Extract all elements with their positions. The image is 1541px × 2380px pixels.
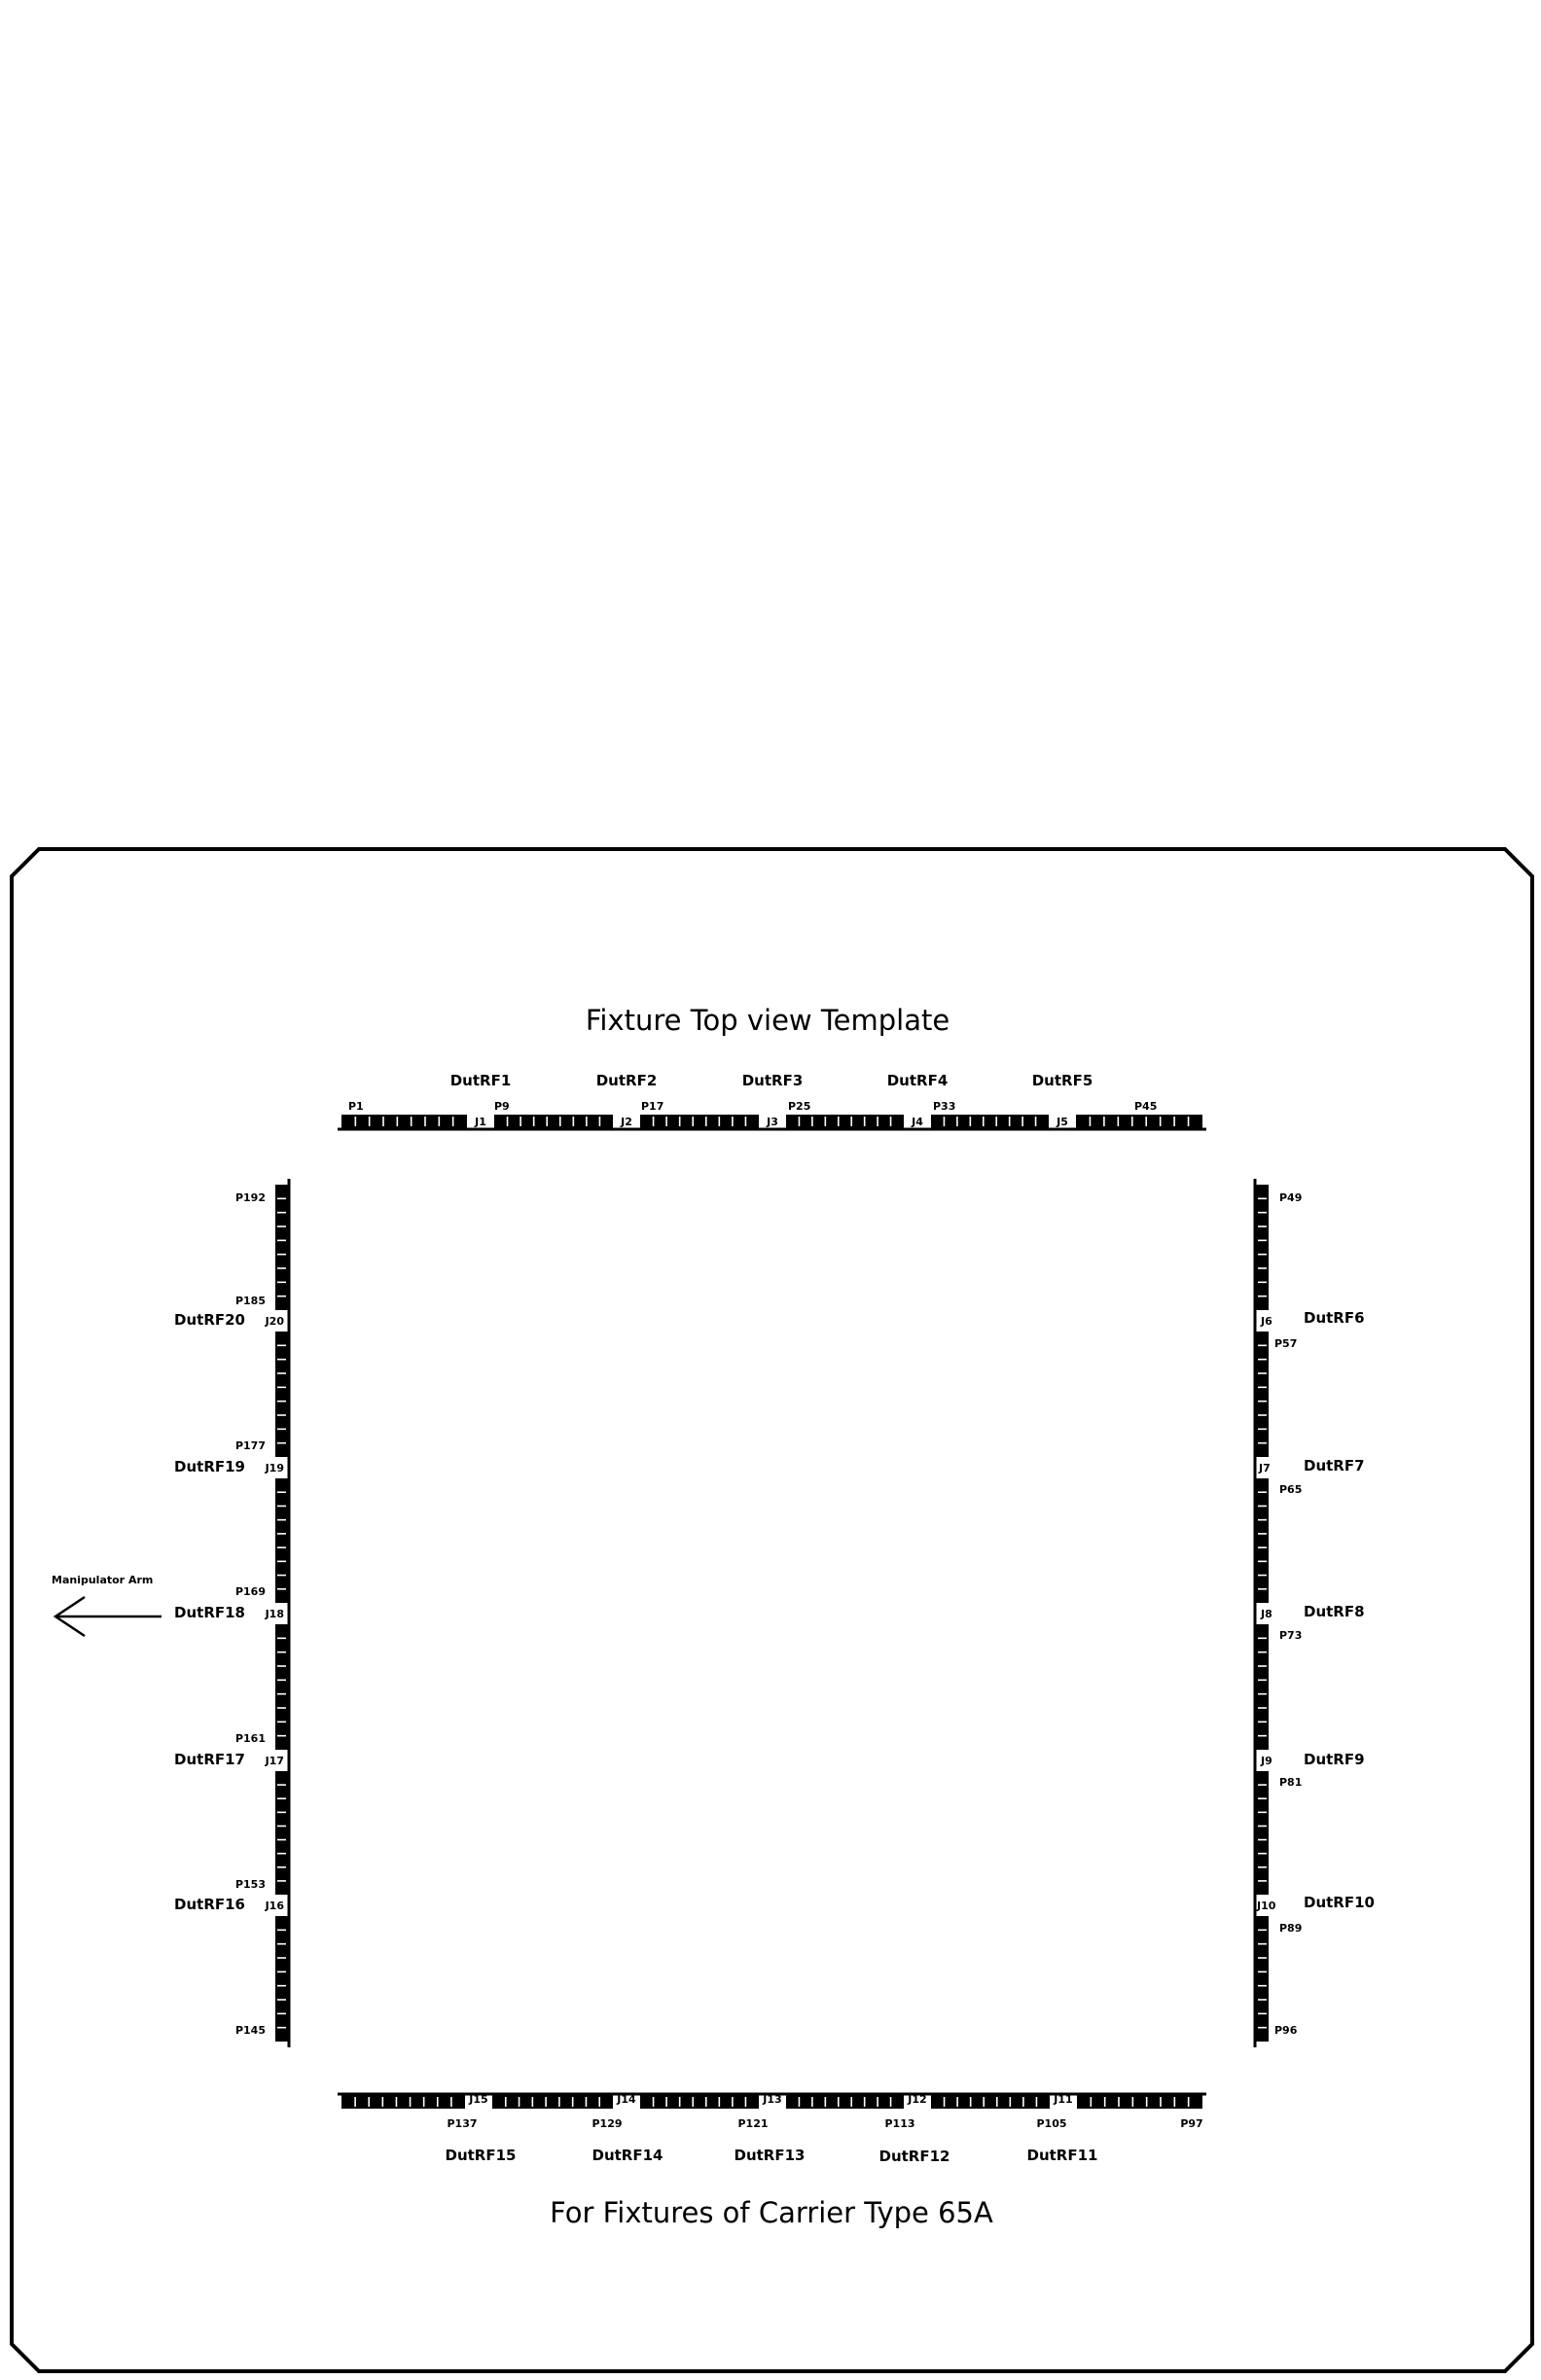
pin-block [275, 1916, 288, 2042]
pin-label: P177 [234, 1439, 266, 1452]
pin-block [275, 1332, 288, 1457]
jack-label: J6 [1261, 1315, 1272, 1328]
dut-label: DutRF16 [174, 1896, 245, 1913]
pin-label: P145 [234, 2024, 266, 2037]
pin-block [275, 1478, 288, 1603]
pin-label: P105 [1036, 2117, 1067, 2130]
pin-block [1077, 2095, 1202, 2109]
dut-label: DutRF11 [1026, 2147, 1098, 2164]
pin-block [494, 1115, 613, 1128]
pin-block [1256, 1478, 1269, 1603]
dut-label: DutRF6 [1304, 1309, 1365, 1327]
jack-label: J3 [767, 1116, 778, 1128]
pin-label: P161 [234, 1732, 266, 1745]
pin-block [1076, 1115, 1202, 1128]
diagram-title: Fixture Top view Template [585, 1004, 950, 1037]
bottom-dut-labels [446, 2147, 1098, 2165]
pin-label: P113 [884, 2117, 915, 2130]
dut-label: DutRF3 [741, 1072, 804, 1089]
dut-label: DutRF2 [595, 1072, 658, 1089]
dut-label: DutRF10 [1304, 1894, 1375, 1911]
jack-label: J9 [1261, 1755, 1272, 1767]
jack-label: J15 [469, 2093, 488, 2106]
pin-block [931, 1115, 1049, 1128]
dut-label: DutRF13 [734, 2147, 806, 2164]
manipulator-arrow-icon [55, 1597, 161, 1636]
pin-label: P17 [641, 1100, 664, 1113]
pin-block [640, 1115, 759, 1128]
pin-label: P1 [348, 1100, 364, 1113]
jack-label: J14 [617, 2093, 636, 2106]
pin-label: P129 [591, 2117, 623, 2130]
jack-label: J20 [265, 1315, 284, 1328]
pin-label: P137 [447, 2117, 478, 2130]
dut-label: DutRF9 [1304, 1751, 1365, 1768]
diagram-subtitle: For Fixtures of Carrier Type 65A [550, 2196, 993, 2229]
pin-block [1256, 1332, 1269, 1457]
pin-block [492, 2095, 613, 2109]
right-dut-labels [1304, 1309, 1375, 1911]
jack-label: J17 [265, 1755, 284, 1767]
pin-label: P9 [494, 1100, 510, 1113]
bottom-pin-labels [447, 2117, 1202, 2130]
jack-label: J4 [912, 1116, 923, 1128]
jack-label: J12 [908, 2093, 927, 2106]
dut-label: DutRF5 [1031, 1072, 1093, 1089]
pin-block [1256, 1771, 1269, 1895]
pin-label: P153 [234, 1878, 266, 1891]
jack-label: J8 [1261, 1608, 1272, 1620]
manipulator-arm-label: Manipulator Arm [52, 1574, 154, 1586]
jack-label: J19 [265, 1462, 284, 1474]
pin-label: P49 [1279, 1191, 1303, 1204]
dut-label: DutRF8 [1304, 1603, 1365, 1620]
pin-label: P25 [788, 1100, 811, 1113]
pin-label: P65 [1279, 1483, 1303, 1496]
pin-label: P192 [234, 1191, 266, 1204]
pin-block [931, 2095, 1050, 2109]
jack-label: J11 [1054, 2093, 1073, 2106]
pin-label: P121 [737, 2117, 769, 2130]
pin-block [640, 2095, 759, 2109]
dut-label: DutRF19 [174, 1458, 245, 1475]
pin-label: P57 [1274, 1337, 1298, 1350]
pin-block [1256, 1624, 1269, 1750]
pin-block [341, 1115, 467, 1128]
jack-label: J16 [265, 1900, 284, 1912]
pin-block [275, 1624, 288, 1750]
dut-label: DutRF14 [591, 2147, 663, 2164]
pin-label: P169 [234, 1585, 266, 1598]
pin-label: P81 [1279, 1776, 1303, 1789]
pin-block [341, 2095, 465, 2109]
jack-label: J2 [621, 1116, 632, 1128]
dut-label: DutRF20 [174, 1311, 245, 1329]
dut-label: DutRF1 [449, 1072, 512, 1089]
top-dut-labels [450, 1072, 1093, 1089]
right-pin-labels [1274, 1191, 1302, 2037]
left-dut-labels [174, 1311, 245, 1913]
dut-label: DutRF4 [886, 1072, 949, 1089]
pin-label: P45 [1134, 1100, 1158, 1113]
top-pin-labels [348, 1100, 1157, 1113]
pin-block [786, 1115, 904, 1128]
pin-label: P185 [234, 1295, 266, 1307]
jack-label: J13 [763, 2093, 782, 2106]
jack-label: J18 [265, 1608, 284, 1620]
pin-block [1256, 1185, 1269, 1310]
jack-label: J5 [1057, 1116, 1068, 1128]
pin-block [275, 1185, 288, 1310]
pin-label: P33 [933, 1100, 956, 1113]
pin-block [275, 1771, 288, 1895]
pin-label: P73 [1279, 1629, 1303, 1642]
dut-label: DutRF18 [174, 1604, 245, 1621]
pin-block [1256, 1916, 1269, 2042]
dut-label: DutRF12 [878, 2148, 950, 2165]
pin-block [786, 2095, 904, 2109]
dut-label: DutRF17 [174, 1751, 245, 1768]
dut-label: DutRF7 [1304, 1457, 1365, 1474]
jack-label: J7 [1259, 1462, 1271, 1474]
dut-label: DutRF15 [445, 2147, 517, 2164]
pin-label: P89 [1279, 1922, 1303, 1935]
pin-label: P96 [1274, 2024, 1298, 2037]
jack-label: J10 [1257, 1900, 1276, 1912]
jack-label: J1 [475, 1116, 486, 1128]
pin-label: P97 [1180, 2117, 1203, 2130]
